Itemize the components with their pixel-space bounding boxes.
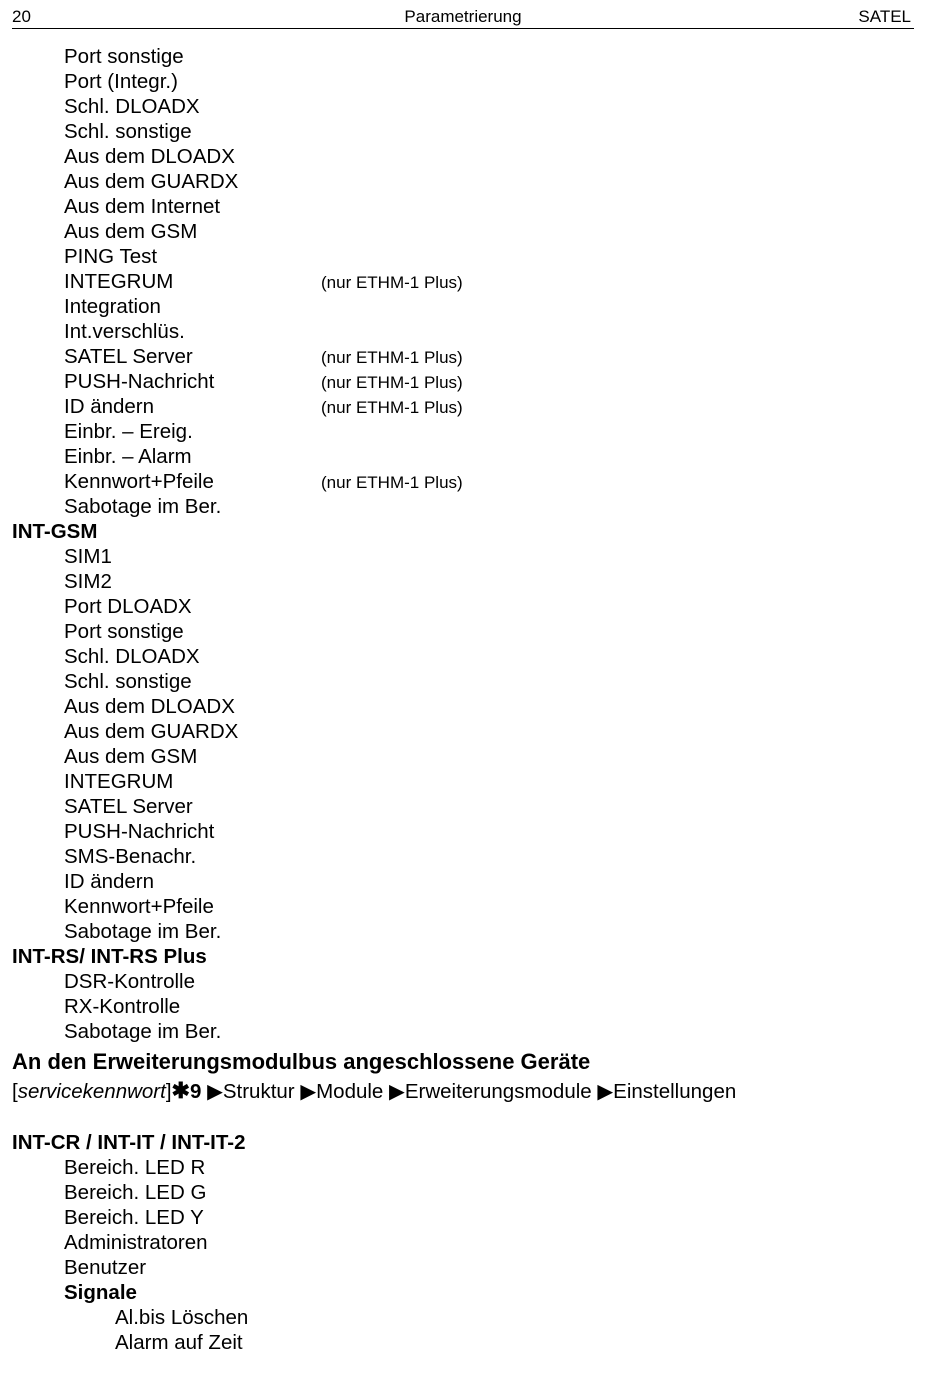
list-item: ID ändern (nur ETHM-1 Plus) — [64, 395, 463, 418]
arrow-right-icon: ▶ — [389, 1080, 405, 1103]
section-heading: An den Erweiterungsmodulbus angeschlossene Geräte — [12, 1049, 591, 1074]
list-item: Schl. sonstige — [64, 120, 192, 143]
list-item: Int.verschlüs. — [64, 320, 185, 343]
int-rs-title: INT-RS/ INT-RS Plus — [12, 945, 207, 968]
int-gsm-title: INT-GSM — [12, 520, 98, 543]
path-step: Struktur — [222, 1080, 295, 1103]
list-item: Schl. DLOADX — [64, 95, 200, 118]
int-rs-list — [12, 969, 932, 1044]
list-item: PING Test — [64, 245, 158, 268]
arrow-right-icon: ▶ — [300, 1080, 317, 1103]
list-item: Kennwort+Pfeile — [64, 895, 214, 918]
list-item: Kennwort+Pfeile (nur ETHM-1 Plus) — [64, 470, 463, 493]
list-item: Aus dem GSM — [64, 745, 198, 768]
page-number: 20 — [12, 7, 31, 26]
list-item: SMS-Benachr. — [64, 845, 197, 868]
service-code: servicekennwort — [17, 1080, 166, 1103]
list-item: Einbr. – Alarm — [64, 445, 192, 468]
list-item: Port (Integr.) — [64, 70, 178, 93]
list-item: Aus dem GSM — [64, 220, 198, 243]
list-item: Port sonstige — [64, 620, 184, 643]
list-item: Aus dem Internet — [64, 195, 221, 218]
list-item: PUSH-Nachricht (nur ETHM-1 Plus) — [64, 370, 463, 393]
note-ethm-plus: (nur ETHM-1 Plus) — [321, 398, 463, 417]
note-ethm-plus: (nur ETHM-1 Plus) — [321, 373, 463, 392]
note-ethm-plus: (nur ETHM-1 Plus) — [321, 273, 463, 292]
list-item: Bereich. LED Y — [64, 1206, 204, 1229]
path-step: Erweiterungsmodule — [404, 1080, 592, 1103]
page-header — [12, 6, 914, 29]
ethm-list — [12, 44, 932, 519]
page-title: Parametrierung — [404, 7, 522, 26]
note-ethm-plus: (nur ETHM-1 Plus) — [321, 348, 463, 367]
path-step: Module — [316, 1080, 384, 1103]
menu-path: [servicekennwort]✱9 ▶Struktur ▶Module ▶Erweiterungsmodule ▶Einstellungen — [12, 1078, 737, 1103]
int-cr-title: INT-CR / INT-IT / INT-IT-2 — [12, 1131, 246, 1154]
int-cr-list — [12, 1155, 932, 1355]
list-item: SATEL Server — [64, 795, 193, 818]
document-body — [12, 44, 932, 1355]
list-item: Sabotage im Ber. — [64, 1020, 222, 1043]
list-item: Administratoren — [64, 1231, 208, 1254]
list-item: RX-Kontrolle — [64, 995, 181, 1018]
list-item: DSR-Kontrolle — [64, 970, 196, 993]
list-item: Sabotage im Ber. — [64, 920, 222, 943]
list-item: INTEGRUM (nur ETHM-1 Plus) — [64, 270, 463, 293]
list-item: Aus dem DLOADX — [64, 695, 235, 718]
list-item: Aus dem GUARDX — [64, 170, 239, 193]
list-item: Einbr. – Ereig. — [64, 420, 193, 443]
arrow-right-icon: ▶ — [597, 1080, 614, 1103]
star-icon: ✱ — [171, 1078, 190, 1103]
list-item: PUSH-Nachricht — [64, 820, 215, 843]
list-item: Aus dem GUARDX — [64, 720, 239, 743]
list-item: SATEL Server (nur ETHM-1 Plus) — [64, 345, 463, 368]
note-ethm-plus: (nur ETHM-1 Plus) — [321, 473, 463, 492]
list-item: Alarm auf Zeit — [115, 1331, 243, 1354]
brand-name: SATEL — [858, 7, 911, 26]
list-item: Bereich. LED G — [64, 1181, 207, 1204]
list-item: Integration — [64, 295, 161, 318]
list-item: Port DLOADX — [64, 595, 192, 618]
list-item: SIM2 — [64, 570, 112, 593]
list-item: Al.bis Löschen — [115, 1306, 249, 1329]
list-item: Bereich. LED R — [64, 1156, 206, 1179]
int-gsm-list — [12, 544, 932, 944]
list-item: Sabotage im Ber. — [64, 495, 222, 518]
spacer — [12, 1106, 932, 1130]
list-item: ID ändern — [64, 870, 155, 893]
arrow-right-icon: ▶ — [207, 1080, 223, 1103]
list-item: Schl. DLOADX — [64, 645, 200, 668]
list-item: Schl. sonstige — [64, 670, 192, 693]
list-item: Port sonstige — [64, 45, 184, 68]
path-step: Einstellungen — [613, 1080, 737, 1103]
list-item: INTEGRUM — [64, 770, 174, 793]
list-item: Benutzer — [64, 1256, 147, 1279]
list-item: Aus dem DLOADX — [64, 145, 235, 168]
signale-title: Signale — [64, 1281, 137, 1304]
list-item: SIM1 — [64, 545, 112, 568]
